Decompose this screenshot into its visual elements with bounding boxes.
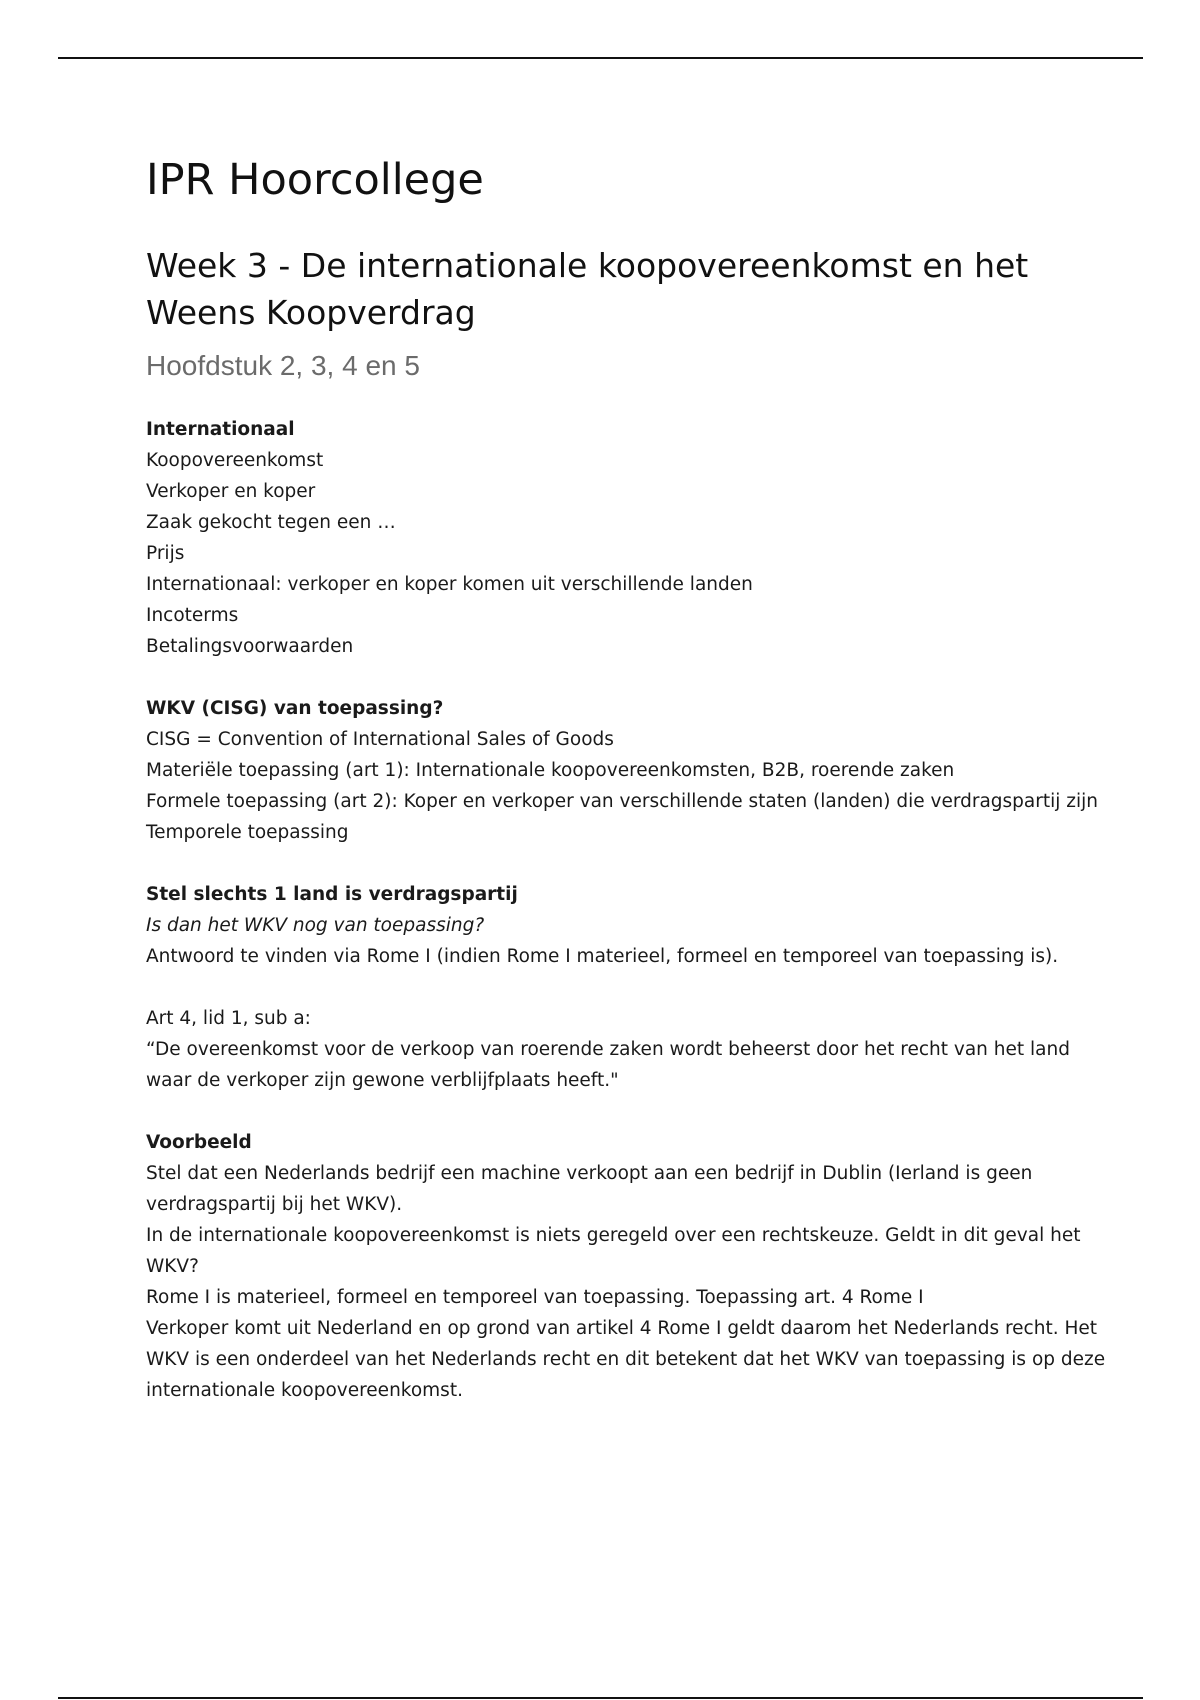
- text-line: Verkoper en koper: [146, 481, 316, 502]
- text-line: Koopovereenkomst: [146, 450, 324, 471]
- top-rule: [58, 57, 1143, 59]
- section-internationaal: [146, 414, 1106, 662]
- section-heading: Internationaal: [146, 419, 295, 440]
- text-line: Art 4, lid 1, sub a:: [146, 1008, 311, 1029]
- document-title: IPR Hoorcollege: [146, 155, 484, 205]
- text-line: Formele toepassing (art 2): Koper en verkoper van verschillende staten (landen) die verdragspartij zijn: [146, 791, 1099, 812]
- section-wkv-toepassing: [146, 693, 1106, 848]
- quote-line: waar de verkoper zijn gewone verblijfplaats heeft.": [146, 1070, 619, 1091]
- section-voorbeeld: [146, 1127, 1106, 1406]
- text-line: Stel dat een Nederlands bedrijf een machine verkoopt aan een bedrijf in Dublin (Ierland is geen: [146, 1163, 1033, 1184]
- text-line: internationale koopovereenkomst.: [146, 1380, 463, 1401]
- quote-line: “De overeenkomst voor de verkoop van roerende zaken wordt beheerst door het recht van het land: [146, 1039, 1070, 1060]
- bottom-rule: [58, 1697, 1143, 1699]
- text-line: WKV?: [146, 1256, 199, 1277]
- question-line: Is dan het WKV nog van toepassing?: [146, 915, 485, 936]
- text-line: verdragspartij bij het WKV).: [146, 1194, 403, 1215]
- section-een-land-verdragspartij: [146, 879, 1106, 972]
- section-heading: Voorbeeld: [146, 1132, 252, 1153]
- text-line: Verkoper komt uit Nederland en op grond van artikel 4 Rome I geldt daarom het Nederlands recht. Het: [146, 1318, 1098, 1339]
- week-title-line-1: Week 3 - De internationale koopovereenkomst en het: [146, 246, 1029, 285]
- text-line: Antwoord te vinden via Rome I (indien Rome I materieel, formeel en temporeel van toepassing is).: [146, 946, 1059, 967]
- text-line: Zaak gekocht tegen een …: [146, 512, 396, 533]
- chapter-subtitle: Hoofdstuk 2, 3, 4 en 5: [146, 350, 420, 381]
- section-heading: WKV (CISG) van toepassing?: [146, 698, 444, 719]
- text-line: Betalingsvoorwaarden: [146, 636, 354, 657]
- text-line: Prijs: [146, 543, 185, 564]
- text-line: Temporele toepassing: [146, 822, 349, 843]
- section-heading: Stel slechts 1 land is verdragspartij: [146, 884, 518, 905]
- text-line: Internationaal: verkoper en koper komen uit verschillende landen: [146, 574, 753, 595]
- text-line: In de internationale koopovereenkomst is niets geregeld over een rechtskeuze. Geldt in dit geval het: [146, 1225, 1081, 1246]
- text-line: Incoterms: [146, 605, 239, 626]
- text-line: Materiële toepassing (art 1): Internationale koopovereenkomsten, B2B, roerende zaken: [146, 760, 955, 781]
- week-title: [146, 242, 1106, 336]
- text-line: Rome I is materieel, formeel en temporeel van toepassing. Toepassing art. 4 Rome I: [146, 1287, 924, 1308]
- week-title-line-2: Weens Koopverdrag: [146, 293, 476, 332]
- section-art4-quote: [146, 1003, 1106, 1096]
- text-line: CISG = Convention of International Sales of Goods: [146, 729, 614, 750]
- document-body: [146, 150, 1106, 1437]
- text-line: WKV is een onderdeel van het Nederlands recht en dit betekent dat het WKV van toepassing is op deze: [146, 1349, 1106, 1370]
